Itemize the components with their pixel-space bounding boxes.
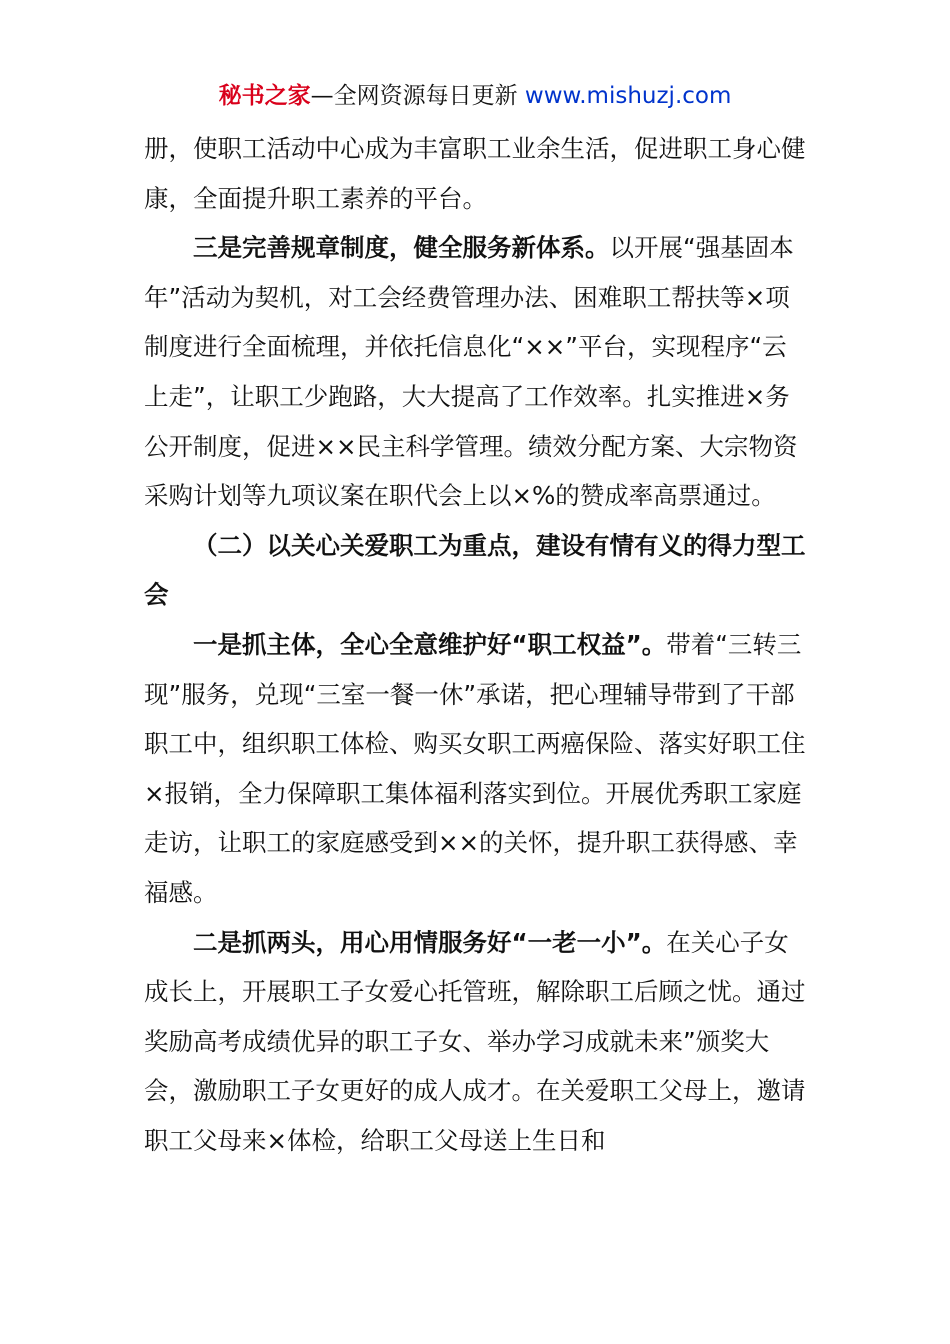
header-tagline: —全网资源每日更新 xyxy=(310,83,525,109)
paragraph-rules-system xyxy=(144,223,809,521)
document-body xyxy=(144,124,809,1165)
paragraph-text: 在关心子女成长上，开展职工子女爱心托管班，解除职工后顾之忧。通过奖励高考成绩优异的职工子女、举办学习成就未来”颁奖大会，激励职工子女更好的成人成才。在关爱职工父母上，邀请职工父母来×体检，给职工父母送上生日和 xyxy=(144,927,806,1155)
page-header xyxy=(0,80,950,112)
brand-name: 秘书之家 xyxy=(218,83,311,109)
site-url[interactable]: www.mishuzj.com xyxy=(524,83,732,109)
section-heading: （二）以关心关爱职工为重点，建设有情有义的得力型工会 xyxy=(144,530,806,610)
paragraph-old-young xyxy=(144,918,809,1166)
paragraph-rights xyxy=(144,620,809,918)
paragraph-text: 以开展“强基固本年”活动为契机，对工会经费管理办法、困难职工帮扶等×项制度进行全面梳理，并依托信息化“××”平台，实现程序“云上走”，让职工少跑路，大大提高了工作效率。扎实推进×务公开制度，促进××民主科学管理。绩效分配方案、大宗物资采购计划等九项议案在职代会上以×%的赞成率高票通过。 xyxy=(144,233,798,511)
paragraph-lead: 二是抓两头，用心用情服务好“一老一小”。 xyxy=(193,927,667,957)
paragraph-lead: 三是完善规章制度，健全服务新体系。 xyxy=(193,233,610,263)
paragraph-lead: 一是抓主体，全心全意维护好“职工权益”。 xyxy=(193,629,667,659)
paragraph-continuation: 册，使职工活动中心成为丰富职工业余生活，促进职工身心健康，全面提升职工素养的平台。 xyxy=(144,134,806,213)
paragraph-text: 带着“三转三现”服务，兑现“三室一餐一休”承诺，把心理辅导带到了干部职工中，组织职工体检、购买女职工两癌保险、落实好职工住×报销，全力保障职工集体福利落实到位。开展优秀职工家庭走访，让职工的家庭感受到××的关怀，提升职工获得感、幸福感。 xyxy=(144,629,806,907)
